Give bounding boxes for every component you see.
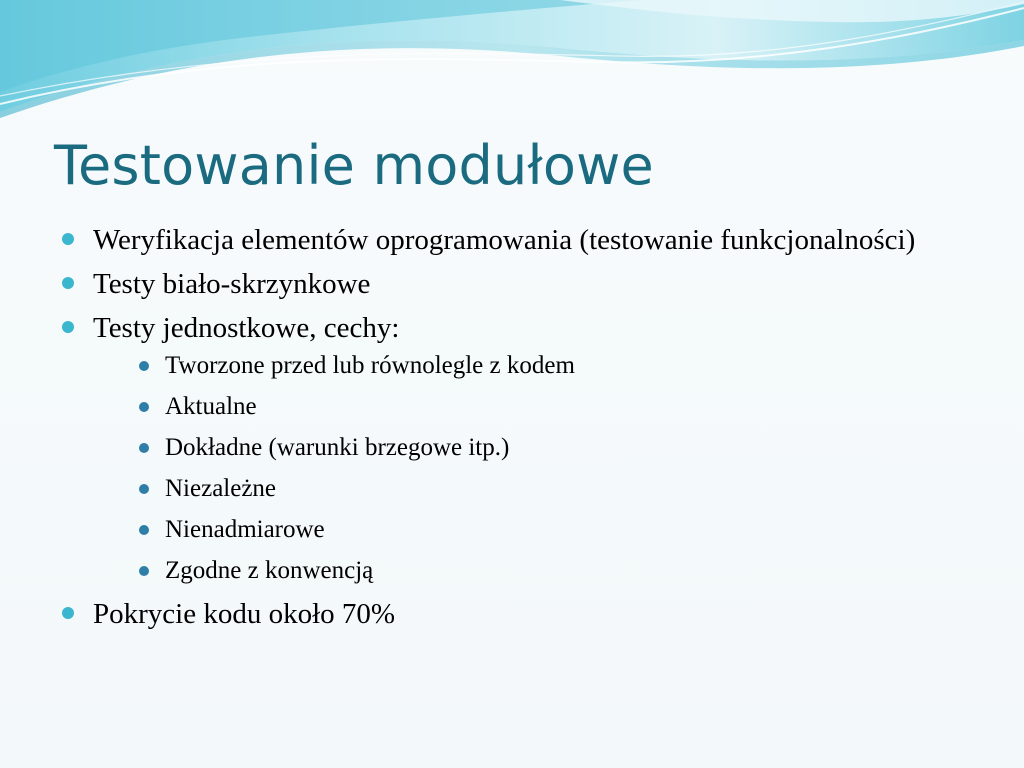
- bullet-text: Testy biało-skrzynkowe: [93, 268, 371, 300]
- sub-bullet-item: [93, 555, 962, 586]
- bullet-item: [62, 222, 962, 258]
- bullet-item: [62, 266, 962, 302]
- sub-bullet-dot-icon: [139, 525, 149, 535]
- sub-bullet-dot-icon: [139, 566, 149, 576]
- sub-bullet-dot-icon: [139, 402, 149, 412]
- sub-bullet-dot-icon: [139, 484, 149, 494]
- sub-bullet-item: [93, 350, 962, 381]
- bullet-item: [62, 596, 962, 632]
- bullet-dot-icon: [62, 607, 74, 619]
- bullet-dot-icon: [62, 321, 74, 333]
- sub-bullet-item: [93, 514, 962, 545]
- bullet-list: [62, 222, 962, 640]
- bullet-dot-icon: [62, 277, 74, 289]
- sub-bullet-text: Zgodne z konwencją: [165, 557, 374, 584]
- sub-bullet-item: [93, 473, 962, 504]
- sub-bullet-text: Nienadmiarowe: [165, 516, 325, 543]
- sub-bullet-text: Tworzone przed lub równolegle z kodem: [165, 352, 575, 379]
- bullet-text: Testy jednostkowe, cechy:: [93, 312, 400, 344]
- sub-bullet-text: Niezależne: [165, 475, 277, 502]
- bullet-text: Pokrycie kodu około 70%: [93, 598, 396, 630]
- sub-bullet-dot-icon: [139, 361, 149, 371]
- sub-bullet-dot-icon: [139, 443, 149, 453]
- sub-bullet-text: Aktualne: [165, 393, 257, 420]
- slide-title: Testowanie modułowe: [54, 134, 654, 197]
- sub-bullet-text: Dokładne (warunki brzegowe itp.): [165, 434, 510, 461]
- sub-bullet-item: [93, 391, 962, 422]
- sub-bullet-list: [93, 350, 962, 586]
- header-wave-decoration: [0, 0, 1024, 130]
- bullet-dot-icon: [62, 233, 74, 245]
- bullet-item: [62, 310, 962, 586]
- bullet-text: Weryfikacja elementów oprogramowania (testowanie funkcjonalności): [93, 224, 916, 256]
- sub-bullet-item: [93, 432, 962, 463]
